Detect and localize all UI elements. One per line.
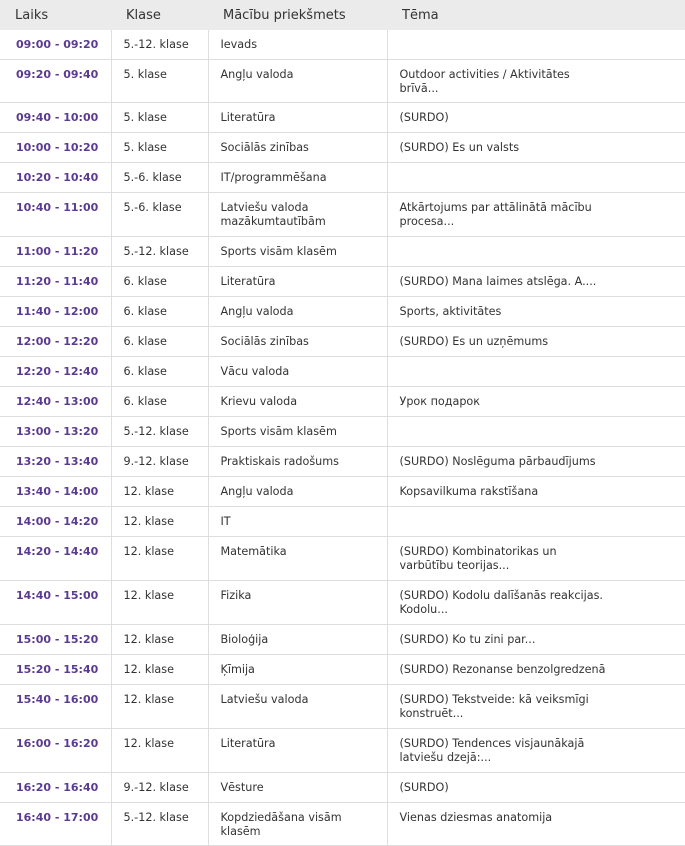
topic-cell (387, 655, 685, 685)
subject-cell-text: Matemātika (220, 545, 287, 558)
subject-cell-text: Angļu valoda (220, 305, 294, 318)
table-row (0, 447, 685, 477)
time-cell-text: 15:20 - 15:40 (16, 663, 99, 676)
subject-cell (208, 103, 387, 133)
class-cell (111, 803, 208, 846)
topic-cell (387, 193, 685, 237)
topic-cell-text: (SURDO) (399, 111, 449, 124)
class-cell (111, 387, 208, 417)
class-cell (111, 60, 208, 103)
topic-cell (387, 103, 685, 133)
subject-cell-text: Sports visām klasēm (220, 245, 337, 258)
class-cell (111, 357, 208, 387)
subject-cell-text: Angļu valoda (220, 68, 294, 81)
subject-cell (208, 773, 387, 803)
table-row (0, 773, 685, 803)
topic-cell-text: (SURDO) Tendences visjaunākajā latviešu dzejā:... (399, 737, 585, 764)
time-cell (0, 133, 111, 163)
subject-cell (208, 507, 387, 537)
time-cell (0, 193, 111, 237)
topic-cell (387, 537, 685, 581)
time-cell-text: 15:00 - 15:20 (16, 633, 99, 646)
subject-cell (208, 477, 387, 507)
subject-cell (208, 267, 387, 297)
class-cell-text: 9.-12. klase (123, 455, 189, 468)
subject-cell (208, 133, 387, 163)
time-cell (0, 803, 111, 846)
class-cell-text: 6. klase (123, 335, 167, 348)
time-cell-text: 12:40 - 13:00 (16, 395, 99, 408)
subject-cell-text: Sociālās zinības (220, 335, 309, 348)
class-cell (111, 477, 208, 507)
table-header (0, 0, 685, 30)
topic-cell (387, 773, 685, 803)
time-cell-text: 10:00 - 10:20 (16, 141, 99, 154)
table-row (0, 537, 685, 581)
subject-cell-text: Vēsture (220, 781, 264, 794)
topic-cell-text: Outdoor activities / Aktivitātes brīvā... (399, 68, 570, 95)
class-cell (111, 685, 208, 729)
time-cell-text: 13:40 - 14:00 (16, 485, 99, 498)
class-cell (111, 625, 208, 655)
table-row (0, 327, 685, 357)
time-cell-text: 12:00 - 12:20 (16, 335, 99, 348)
time-cell-text: 09:00 - 09:20 (16, 38, 99, 51)
time-cell-text: 14:00 - 14:20 (16, 515, 99, 528)
topic-cell-text: (SURDO) Kombinatorikas un varbūtību teorijas... (399, 545, 557, 572)
time-cell-text: 13:00 - 13:20 (16, 425, 99, 438)
class-cell (111, 417, 208, 447)
subject-cell-text: Vācu valoda (220, 365, 290, 378)
class-cell-text: 6. klase (123, 395, 167, 408)
class-cell-text: 12. klase (123, 515, 175, 528)
table-row (0, 60, 685, 103)
topic-cell (387, 163, 685, 193)
class-cell (111, 193, 208, 237)
time-cell (0, 60, 111, 103)
class-cell (111, 537, 208, 581)
class-cell-text: 5.-12. klase (123, 245, 189, 258)
class-cell (111, 297, 208, 327)
class-cell (111, 327, 208, 357)
subject-cell-text: Bioloģija (220, 633, 269, 646)
table-row (0, 655, 685, 685)
time-cell (0, 103, 111, 133)
column-header-class: Klase (126, 7, 161, 23)
time-cell (0, 387, 111, 417)
column-header-subject: Mācību priekšmets (223, 7, 346, 23)
class-cell (111, 133, 208, 163)
time-cell (0, 655, 111, 685)
topic-cell-text: Sports, aktivitātes (399, 305, 502, 318)
class-cell-text: 12. klase (123, 485, 175, 498)
class-cell-text: 5.-6. klase (123, 201, 182, 214)
subject-cell-text: Literatūra (220, 737, 276, 750)
table-row (0, 163, 685, 193)
subject-cell (208, 193, 387, 237)
subject-cell-text: Ievads (220, 38, 258, 51)
class-cell (111, 447, 208, 477)
topic-cell-text: (SURDO) Es un uzņēmums (399, 335, 549, 348)
table-row (0, 103, 685, 133)
topic-cell-text: (SURDO) (399, 781, 449, 794)
subject-cell-text: IT (220, 515, 231, 528)
time-cell (0, 477, 111, 507)
topic-cell (387, 507, 685, 537)
topic-cell-text: Vienas dziesmas anatomija (399, 811, 553, 824)
table-row (0, 267, 685, 297)
topic-cell-text: (SURDO) Rezonanse benzolgredzenā (399, 663, 606, 676)
subject-cell (208, 163, 387, 193)
subject-cell (208, 357, 387, 387)
topic-cell (387, 30, 685, 60)
class-cell-text: 12. klase (123, 737, 175, 750)
class-cell (111, 729, 208, 773)
time-cell-text: 12:20 - 12:40 (16, 365, 99, 378)
time-cell-text: 09:20 - 09:40 (16, 68, 99, 81)
subject-cell (208, 447, 387, 477)
table-row (0, 729, 685, 773)
table-row (0, 30, 685, 60)
topic-cell (387, 581, 685, 625)
table-row (0, 803, 685, 846)
column-header-time: Laiks (15, 7, 49, 23)
time-cell (0, 267, 111, 297)
class-cell-text: 6. klase (123, 365, 167, 378)
class-cell (111, 507, 208, 537)
time-cell (0, 581, 111, 625)
subject-cell (208, 729, 387, 773)
time-cell-text: 14:20 - 14:40 (16, 545, 99, 558)
time-cell-text: 09:40 - 10:00 (16, 111, 99, 124)
subject-cell-text: Latviešu valoda mazākumtautībām (220, 201, 326, 228)
topic-cell-text: Atkārtojums par attālinātā mācību procesa... (399, 201, 592, 228)
class-cell (111, 773, 208, 803)
class-cell (111, 237, 208, 267)
time-cell (0, 357, 111, 387)
topic-cell (387, 387, 685, 417)
topic-cell (387, 685, 685, 729)
topic-cell-text: (SURDO) Es un valsts (399, 141, 520, 154)
subject-cell-text: Latviešu valoda (220, 693, 309, 706)
topic-cell (387, 803, 685, 846)
topic-cell (387, 477, 685, 507)
table-row (0, 357, 685, 387)
table-row (0, 417, 685, 447)
class-cell-text: 5.-12. klase (123, 425, 189, 438)
class-cell (111, 163, 208, 193)
topic-cell (387, 267, 685, 297)
topic-cell (387, 625, 685, 655)
time-cell (0, 163, 111, 193)
table-row (0, 581, 685, 625)
table-row (0, 507, 685, 537)
time-cell (0, 30, 111, 60)
class-cell-text: 6. klase (123, 275, 167, 288)
time-cell (0, 327, 111, 357)
time-cell (0, 537, 111, 581)
subject-cell (208, 581, 387, 625)
class-cell (111, 581, 208, 625)
subject-cell-text: IT/programmēšana (220, 171, 327, 184)
topic-cell (387, 133, 685, 163)
subject-cell (208, 537, 387, 581)
table-row (0, 477, 685, 507)
topic-cell (387, 60, 685, 103)
time-cell (0, 237, 111, 267)
time-cell-text: 16:40 - 17:00 (16, 811, 99, 824)
subject-cell (208, 30, 387, 60)
topic-cell-text: (SURDO) Mana laimes atslēga. A.... (399, 275, 597, 288)
class-cell-text: 9.-12. klase (123, 781, 189, 794)
time-cell (0, 507, 111, 537)
class-cell-text: 5. klase (123, 141, 167, 154)
time-cell (0, 447, 111, 477)
subject-cell-text: Literatūra (220, 111, 276, 124)
time-cell-text: 16:20 - 16:40 (16, 781, 99, 794)
class-cell-text: 12. klase (123, 663, 175, 676)
topic-cell (387, 357, 685, 387)
topic-cell (387, 327, 685, 357)
topic-cell (387, 297, 685, 327)
subject-cell (208, 387, 387, 417)
subject-cell (208, 297, 387, 327)
topic-cell-text: (SURDO) Ko tu zini par... (399, 633, 536, 646)
table-row (0, 133, 685, 163)
subject-cell (208, 327, 387, 357)
subject-cell (208, 60, 387, 103)
subject-cell-text: Angļu valoda (220, 485, 294, 498)
topic-cell (387, 237, 685, 267)
class-cell-text: 12. klase (123, 633, 175, 646)
subject-cell (208, 685, 387, 729)
time-cell (0, 625, 111, 655)
class-cell (111, 103, 208, 133)
topic-cell-text: Урок подарок (399, 395, 481, 408)
class-cell-text: 12. klase (123, 589, 175, 602)
topic-cell (387, 447, 685, 477)
class-cell-text: 5.-12. klase (123, 38, 189, 51)
table-row (0, 387, 685, 417)
class-cell-text: 5.-12. klase (123, 811, 189, 824)
topic-cell-text: (SURDO) Kodolu dalīšanās reakcijas. Kodolu... (399, 589, 603, 616)
topic-cell-text: Kopsavilkuma rakstīšana (399, 485, 539, 498)
time-cell-text: 13:20 - 13:40 (16, 455, 99, 468)
subject-cell-text: Ķīmija (220, 663, 255, 676)
subject-cell (208, 803, 387, 846)
subject-cell (208, 237, 387, 267)
table-row (0, 237, 685, 267)
time-cell-text: 16:00 - 16:20 (16, 737, 99, 750)
class-cell-text: 5. klase (123, 68, 167, 81)
table-row (0, 193, 685, 237)
subject-cell-text: Krievu valoda (220, 395, 298, 408)
column-header-topic: Tēma (402, 7, 439, 23)
time-cell (0, 417, 111, 447)
subject-cell (208, 417, 387, 447)
time-cell-text: 11:40 - 12:00 (16, 305, 99, 318)
topic-cell (387, 417, 685, 447)
time-cell-text: 11:00 - 11:20 (16, 245, 99, 258)
table-row (0, 625, 685, 655)
subject-cell (208, 655, 387, 685)
subject-cell-text: Kopdziedāšana visām klasēm (220, 811, 342, 838)
class-cell-text: 12. klase (123, 693, 175, 706)
time-cell (0, 729, 111, 773)
subject-cell-text: Praktiskais radošums (220, 455, 339, 468)
time-cell-text: 14:40 - 15:00 (16, 589, 99, 602)
class-cell-text: 6. klase (123, 305, 167, 318)
time-cell-text: 10:20 - 10:40 (16, 171, 99, 184)
time-cell-text: 11:20 - 11:40 (16, 275, 99, 288)
subject-cell-text: Sports visām klasēm (220, 425, 337, 438)
subject-cell-text: Fizika (220, 589, 252, 602)
class-cell (111, 30, 208, 60)
time-cell-text: 10:40 - 11:00 (16, 201, 99, 214)
class-cell-text: 12. klase (123, 545, 175, 558)
subject-cell (208, 625, 387, 655)
time-cell (0, 685, 111, 729)
time-cell (0, 297, 111, 327)
table-row (0, 297, 685, 327)
time-cell-text: 15:40 - 16:00 (16, 693, 99, 706)
class-cell (111, 655, 208, 685)
table-row (0, 685, 685, 729)
class-cell-text: 5.-6. klase (123, 171, 182, 184)
topic-cell-text: (SURDO) Noslēguma pārbaudījums (399, 455, 596, 468)
subject-cell-text: Literatūra (220, 275, 276, 288)
subject-cell-text: Sociālās zinības (220, 141, 309, 154)
class-cell-text: 5. klase (123, 111, 167, 124)
class-cell (111, 267, 208, 297)
time-cell (0, 773, 111, 803)
topic-cell-text: (SURDO) Tekstveide: kā veiksmīgi konstruēt... (399, 693, 589, 720)
topic-cell (387, 729, 685, 773)
